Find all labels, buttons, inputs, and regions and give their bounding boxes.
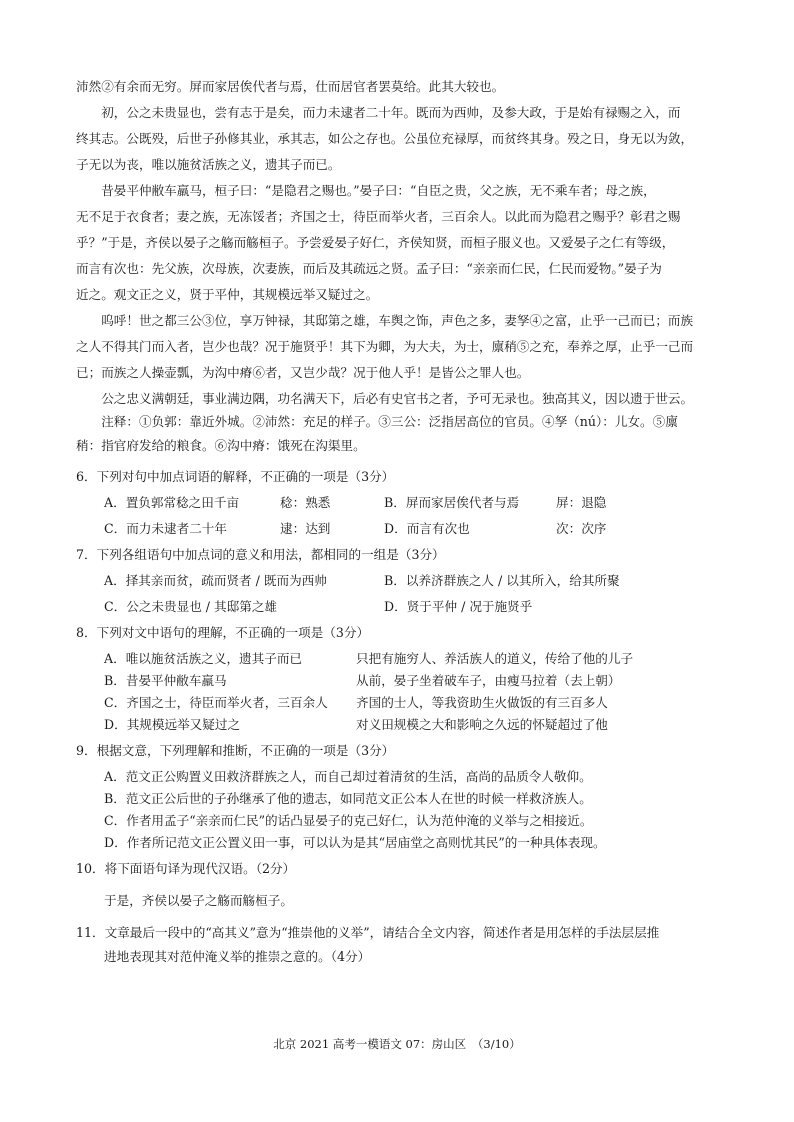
passage-paragraph-4 — [76, 386, 730, 412]
question-8-option-d-gloss: 对义田规模之大和影响之久远的怀疑超过了他 — [356, 717, 608, 732]
question-7-option-d[interactable]: D．贤于平仲 / 况于施贤乎 — [384, 599, 533, 614]
passage-notes — [76, 410, 730, 458]
question-7-option-c[interactable]: C．公之未贵显也 / 其邸第之雄 — [104, 599, 278, 614]
question-8-option-c-gloss: 齐国的士人，等我资助生火做饭的有三百多人 — [356, 695, 608, 710]
question-6-option-d[interactable]: D．而言有次也 — [384, 521, 470, 536]
passage-line: 初，公之未贵显也，尝有志于是矣，而力未逮者二十年。既而为西帅，及参大政，于是始有禄赐之入，而 — [101, 105, 681, 120]
question-10-stem: 10．将下面语句译为现代汉语。（2分） — [76, 861, 296, 876]
passage-continuation — [76, 74, 730, 100]
passage-line: 终其志。公既殁，后世子孙修其业，承其志，如公之存也。公虽位充禄厚，而贫终其身。殁之日，身无以为敛， — [76, 131, 694, 146]
question-8-stem: 8．下列对文中语句的理解，不正确的一项是（3分） — [76, 625, 370, 640]
question-9-stem: 9．根据文意，下列理解和推断，不正确的一项是（3分） — [76, 743, 395, 758]
passage-paragraph-1 — [76, 100, 730, 178]
question-8-option-d[interactable]: D．其规模远举又疑过之 — [104, 717, 241, 732]
question-6-option-c[interactable]: C．而力未逮者二十年 — [104, 521, 227, 536]
question-6-option-a[interactable]: A．置负郭常稔之田千亩 — [104, 495, 240, 510]
question-6-option-c-gloss: 逮：达到 — [280, 521, 331, 536]
question-8-option-b-gloss: 从前，晏子坐着破车子，由瘦马拉着（去上朝） — [356, 673, 621, 688]
passage-paragraph-2 — [76, 178, 730, 308]
question-10-sentence: 于是，齐侯以晏子之觞而觞桓子。 — [104, 893, 293, 908]
passage-line: 子无以为丧，唯以施贫活族之义，遗其子而已。 — [76, 157, 341, 172]
question-7-option-a[interactable]: A．择其亲而贫，疏而贤者 / 既而为西帅 — [104, 573, 327, 588]
question-7-stem: 7．下列各组语句中加点词的意义和用法，都相同的一组是（3分） — [76, 547, 445, 562]
passage-line: 乎？”于是，齐侯以晏子之觞而觞桓子。予尝爱晏子好仁，齐侯知贤，而桓子服义也。又爱晏子之仁有等级， — [76, 235, 675, 250]
question-8-option-b[interactable]: B．昔晏平仲敝车羸马 — [104, 673, 227, 688]
notes-line: 注释：①负郭：靠近外城。②沛然：充足的样子。③三公：泛指居高位的官员。④孥（nú）：儿女。⑤廪 — [101, 414, 678, 429]
passage-line: 无不足于衣食者；妻之族，无冻馁者；齐国之士，待臣而举火者，三百余人。以此而为隐君之赐乎？彰君之赐 — [76, 209, 681, 224]
passage-line: 公之忠义满朝廷，事业满边隅，功名满天下，后必有史官书之者，予可无录也。独高其义，因以遗于世云。 — [101, 391, 694, 406]
question-11-stem: 11．文章最后一段中的“高其义”意为“推崇他的义举”，请结合全文内容，简述作者是用怎样的手法层层推 — [76, 925, 660, 940]
passage-paragraph-3 — [76, 308, 730, 386]
question-8-option-a-gloss: 只把有施穷人、养活族人的道义，传给了他的儿子 — [356, 651, 634, 666]
passage-line: 沛然②有余而无穷。屏而家居俟代者与焉，仕而居官者罢莫给。此其大较也。 — [76, 79, 505, 94]
question-8-option-a[interactable]: A．唯以施贫活族之义，遗其子而已 — [104, 651, 303, 666]
question-9-option-b[interactable]: B．范文正公后世的子孙继承了他的遗志，如同范文正公本人在世的时候一样救济族人。 — [104, 791, 592, 806]
passage-line: 昔晏平仲敝车羸马，桓子曰：“是隐君之赐也。”晏子曰：“自臣之贵，父之族，无不乘车者；母之族， — [101, 183, 656, 198]
question-9-option-c[interactable]: C．作者用孟子“亲亲而仁民”的话凸显晏子的克己好仁，认为范仲淹的义举与之相接近。 — [104, 813, 593, 828]
page-footer: 北京 2021 高考一模语文 07：房山区 （3/10） — [273, 1037, 521, 1051]
question-6-option-a-gloss: 稔：熟悉 — [280, 495, 331, 510]
question-6-option-b-gloss: 屏：退隐 — [556, 495, 607, 510]
passage-line: 近之。观文正之义，贤于平仲，其规模远举又疑过之。 — [76, 287, 379, 302]
question-6-stem: 6．下列对句中加点词语的解释，不正确的一项是（3分） — [76, 469, 395, 484]
passage-line: 而言有次也：先父族，次母族，次妻族，而后及其疏远之贤。孟子曰：“亲亲而仁民，仁民而爱物。”晏子为 — [76, 261, 662, 276]
question-9-option-a[interactable]: A．范文正公购置义田救济群族之人，而自己却过着清贫的生活，高尚的品质令人敬仰。 — [104, 769, 592, 784]
question-11-stem-continued: 进地表现其对范仲淹义举的推崇之意的。（4分） — [104, 949, 371, 964]
passage-line: 已；而族之人操壶瓢，为沟中瘠⑥者，又岂少哉？况于他人乎！是皆公之罪人也。 — [76, 365, 530, 380]
passage-line: 呜呼！世之都三公③位，享万钟禄，其邸第之雄，车舆之饰，声色之多，妻孥④之富，止乎一己而已；而族 — [101, 313, 694, 328]
passage-line: 之人不得其门而入者，岂少也哉？况于施贤乎！其下为卿，为大夫，为士，廪稍⑤之充，奉养之厚，止乎一己而 — [76, 339, 694, 354]
question-6-option-b[interactable]: B．屏而家居俟代者与焉 — [384, 495, 520, 510]
question-6-option-d-gloss: 次：次序 — [556, 521, 607, 536]
question-8-option-c[interactable]: C．齐国之士，待臣而举火者，三百余人 — [104, 695, 328, 710]
question-9-option-d[interactable]: D．作者所记范文正公置义田一事，可以认为是其“居庙堂之高则忧其民”的一种具体表现。 — [104, 835, 606, 850]
notes-line: 稍：指官府发给的粮食。⑥沟中瘠：饿死在沟渠里。 — [76, 438, 366, 453]
question-7-option-b[interactable]: B．以养济群族之人 / 以其所入，给其所聚 — [384, 573, 620, 588]
